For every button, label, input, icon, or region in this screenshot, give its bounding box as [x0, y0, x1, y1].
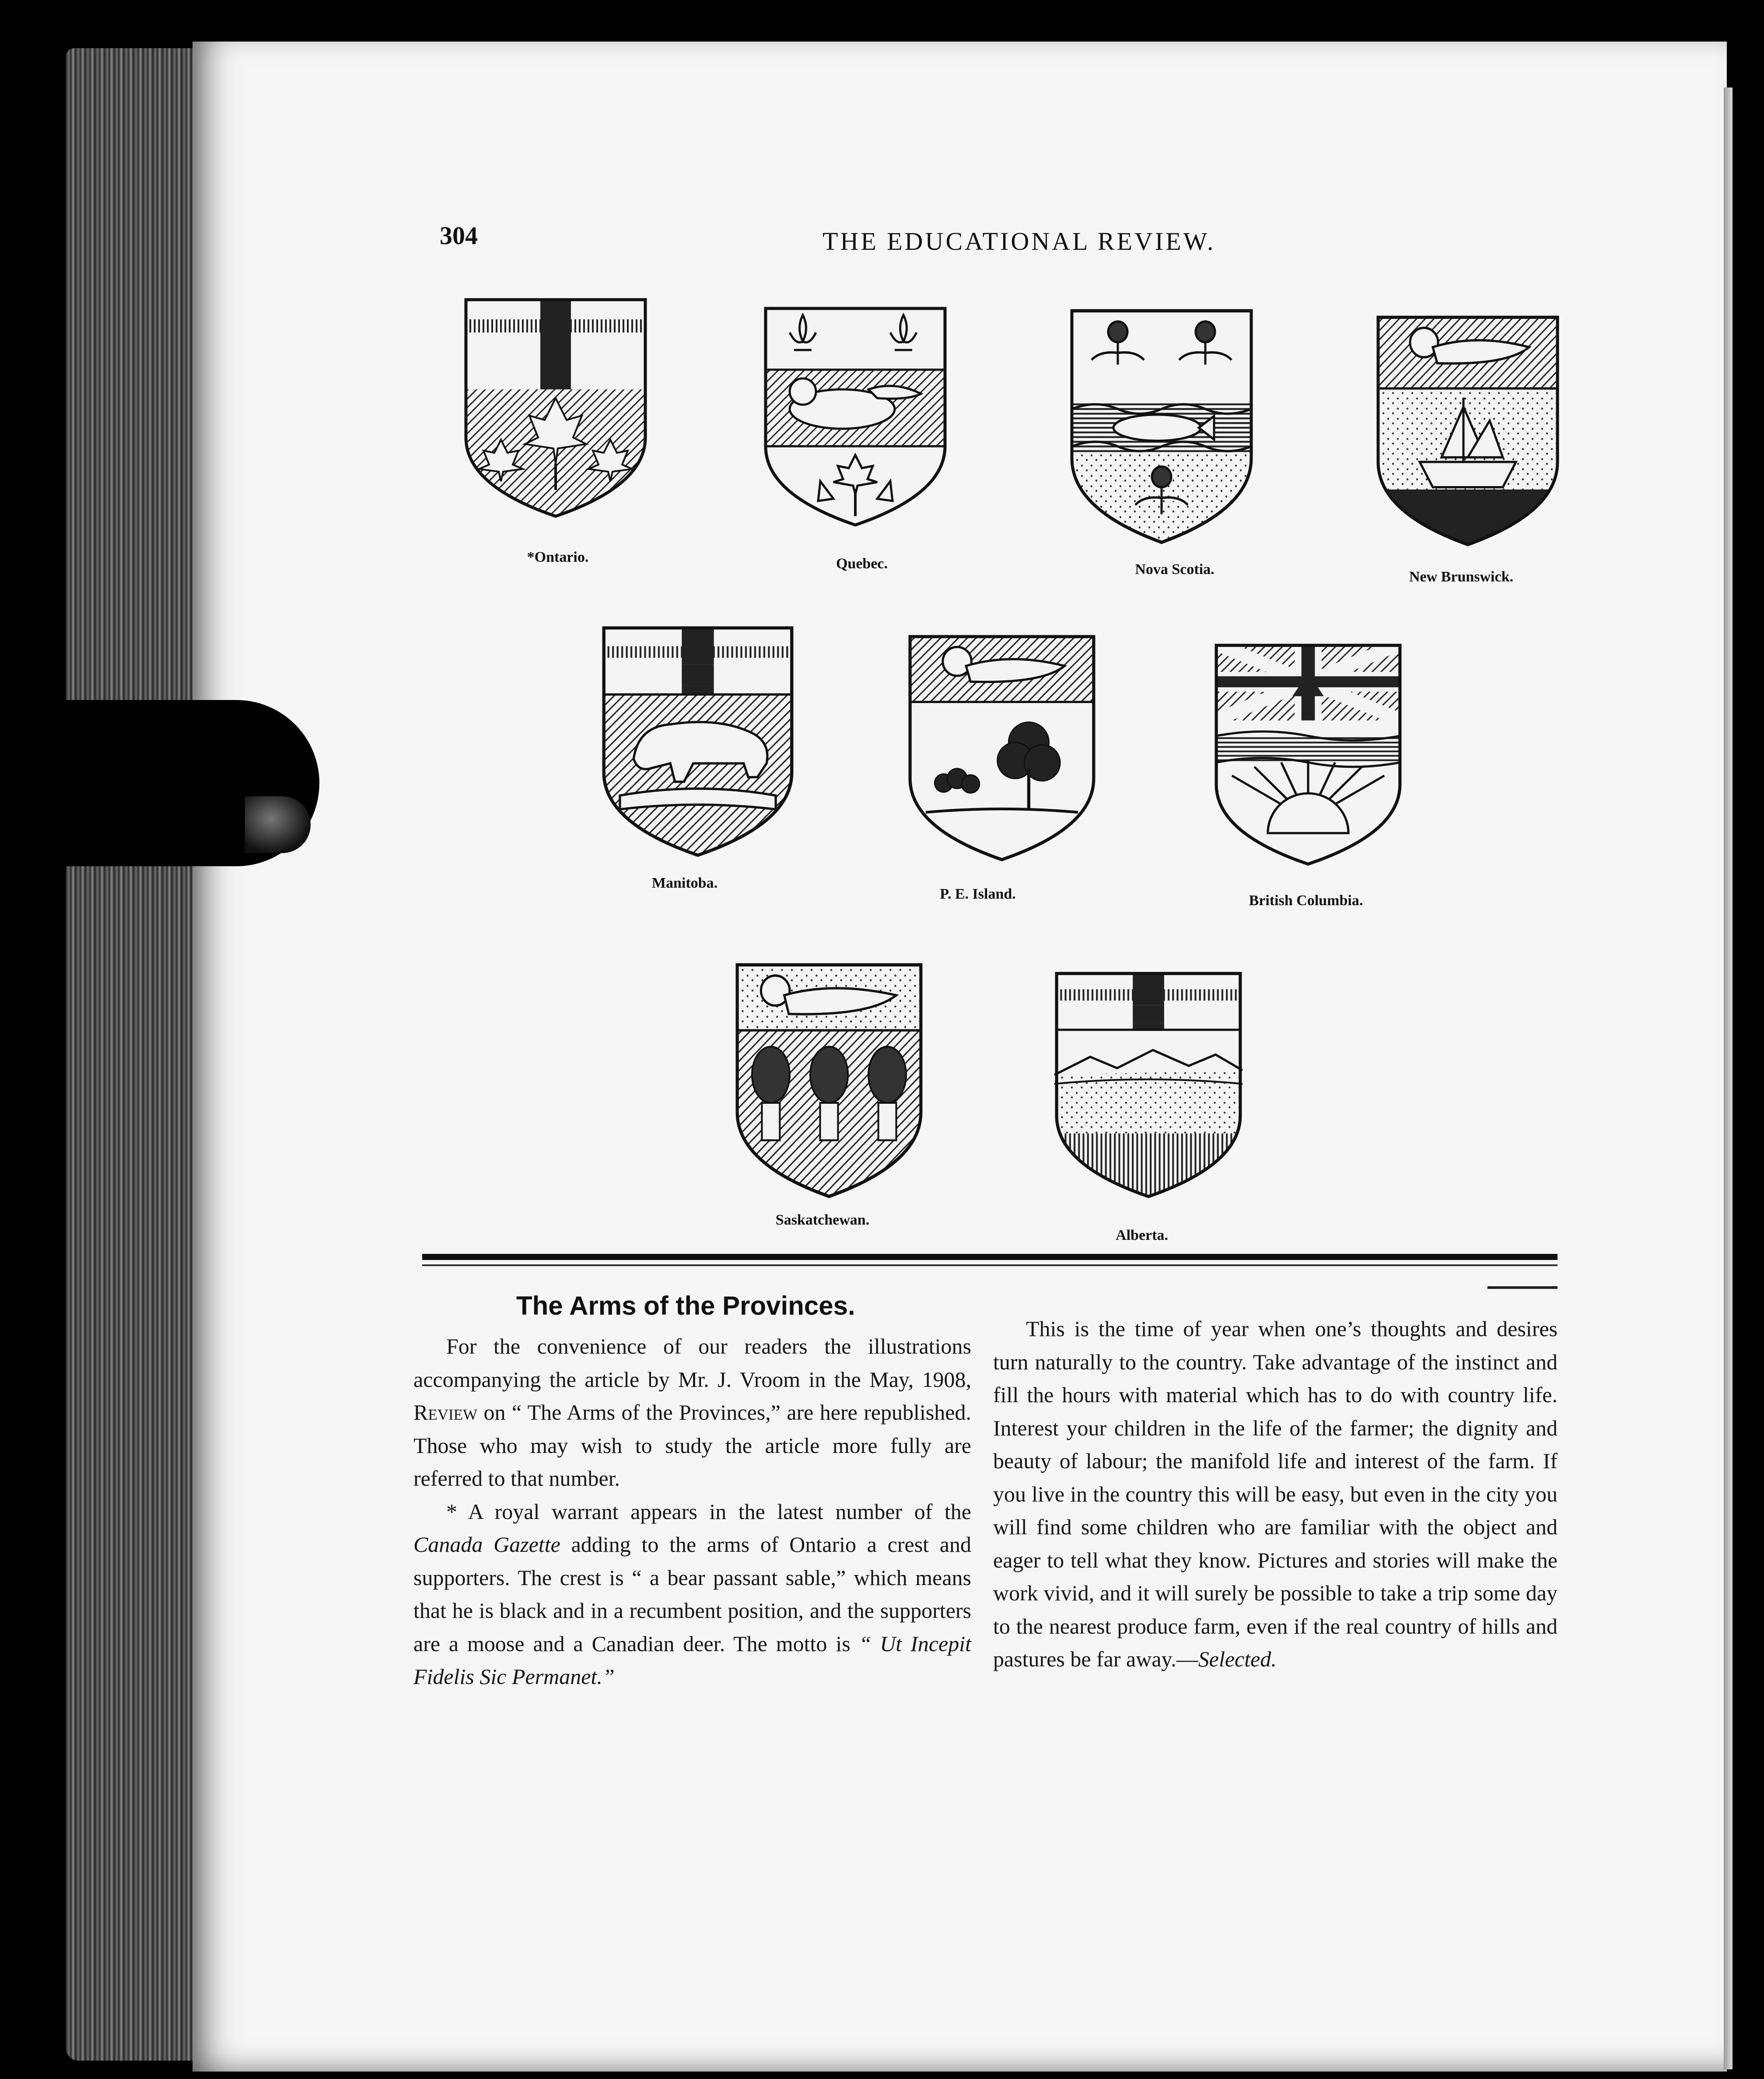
ontario-label: *Ontario. [527, 549, 589, 565]
saskatchewan-arms-icon [735, 962, 923, 1199]
article-title: The Arms of the Provinces. [516, 1291, 855, 1320]
article-left-column [413, 1330, 971, 1694]
thumb-tip [245, 796, 311, 853]
paragraph-reprint-note: For the convenience of our readers the illustrations accompanying the article by Mr. J. Vroom in the May, 1908, Review on “ The Arms of the Provinces,” are here republished. Those who may wish to study the article more fully are referred to that number. [413, 1334, 971, 1491]
alberta-label: Alberta. [1116, 1227, 1168, 1243]
alberta-arms-icon [1054, 971, 1242, 1199]
quebec-arms-icon [763, 306, 947, 527]
british-columbia-arms-icon [1214, 643, 1402, 866]
article-right-column [993, 1312, 1558, 1676]
nova-scotia-arms-icon [1070, 308, 1253, 545]
right-column-rule [1488, 1286, 1558, 1289]
ontario-arms-icon [464, 298, 648, 518]
nova-scotia-label: Nova Scotia. [1135, 561, 1214, 578]
pei-label: P. E. Island. [940, 886, 1016, 902]
manitoba-arms-icon [602, 626, 794, 858]
paragraph-royal-warrant: * A royal warrant appears in the latest number of the Canada Gazette adding to the arms of Ontario a crest and supporters. The crest is “ a bear passant sable,” which means that he is black and in a recumbent position, and the supporters are a moose and a Canadian deer. The motto is “ Ut Incepit Fidelis Sic Permanet.” [413, 1499, 971, 1689]
quebec-label: Quebec. [836, 556, 888, 572]
manitoba-label: Manitoba. [651, 875, 718, 891]
paragraph-country-life: This is the time of year when one’s thoughts and desires turn naturally to the country. Take advantage of the instinct and fill the hours with material which has to do with country life. Interest your children in the life of the farmer; the dignity and beauty of labour; the manifold life and interest of the farm. If you live in the country this will be easy, but even in the city you will find some children who are familiar with the object and eager to tell what they know. Pictures and stories will make the work vivid, and it will surely be possible to take a trip some day to the nearest produce farm, even if the real country of hills and pastures be far away.—Selected. [993, 1316, 1558, 1671]
next-page-edge [1724, 88, 1732, 2069]
book-page-edges [66, 48, 214, 2061]
pei-arms-icon [908, 634, 1096, 862]
new-brunswick-arms-icon [1376, 315, 1560, 547]
running-head: THE EDUCATIONAL REVIEW. [822, 227, 1216, 256]
section-rule-thin [422, 1264, 1558, 1266]
new-brunswick-label: New Brunswick. [1409, 569, 1514, 585]
page-number: 304 [440, 221, 478, 250]
saskatchewan-label: Saskatchewan. [775, 1212, 870, 1228]
british-columbia-label: British Columbia. [1249, 892, 1363, 909]
section-rule [422, 1254, 1558, 1260]
